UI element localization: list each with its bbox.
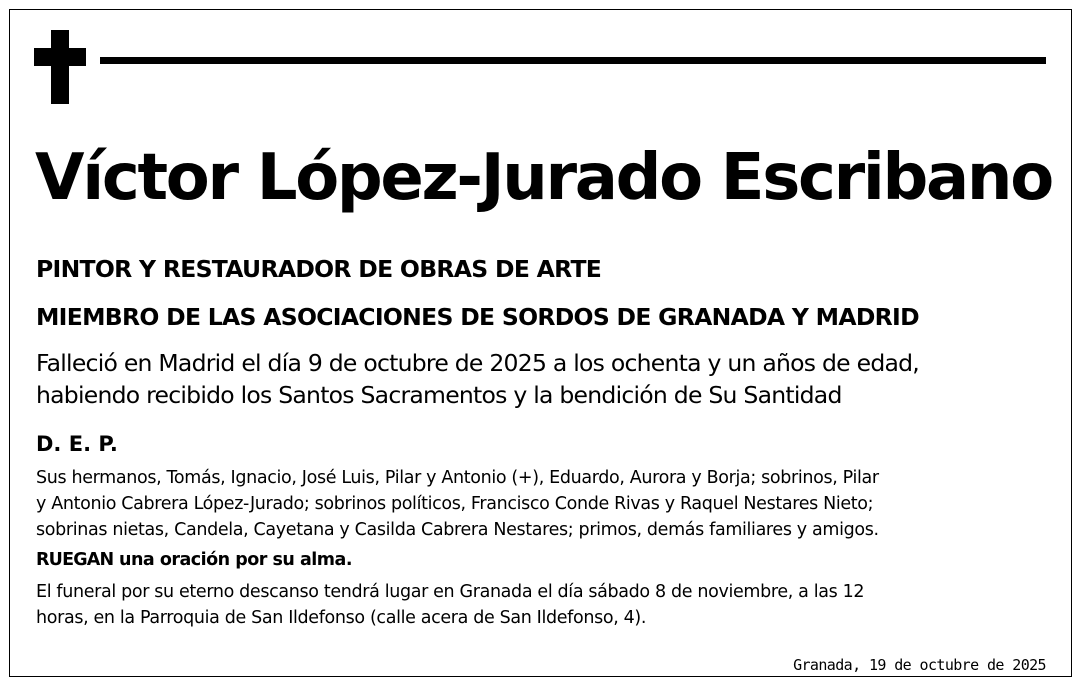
funeral-line: El funeral por su eterno descanso tendrá lugar en Granada el día sábado 8 de noviembre, a las 12 <box>36 582 865 602</box>
profession-title: PINTOR Y RESTAURADOR DE OBRAS DE ARTE <box>36 255 602 283</box>
cross-vertical-bar <box>51 30 69 104</box>
prayer-request-prefix: RUEGAN <box>36 550 114 570</box>
header-rule <box>100 57 1046 64</box>
rip-text: D. E. P. <box>36 432 118 456</box>
family-line: sobrinas nietas, Candela, Cayetana y Casilda Cabrera Nestares; primos, demás familiares y amigos. <box>36 520 879 540</box>
death-announcement-line: Falleció en Madrid el día 9 de octubre de 2025 a los ochenta y un años de edad, <box>36 349 920 377</box>
deceased-name: Víctor López-Jurado Escribano <box>35 141 1052 215</box>
place-and-date: Granada, 19 de octubre de 2025 <box>793 656 1046 674</box>
prayer-request-text: una oración por su alma. <box>113 550 352 570</box>
death-announcement-line: habiendo recibido los Santos Sacramentos y la bendición de Su Santidad <box>36 381 842 409</box>
family-line: Sus hermanos, Tomás, Ignacio, José Luis, Pilar y Antonio (+), Eduardo, Aurora y Borja; sobrinos, Pilar <box>36 468 879 488</box>
prayer-request <box>36 547 352 573</box>
family-line: y Antonio Cabrera López-Jurado; sobrinos políticos, Francisco Conde Rivas y Raquel Nestares Nieto; <box>36 494 874 514</box>
association-title: MIEMBRO DE LAS ASOCIACIONES DE SORDOS DE GRANADA Y MADRID <box>36 303 919 331</box>
obituary-frame <box>9 9 1072 677</box>
family-paragraph <box>36 465 879 543</box>
funeral-paragraph <box>36 579 864 631</box>
cross-horizontal-bar <box>34 48 86 66</box>
funeral-line: horas, en la Parroquia de San Ildefonso (calle acera de San Ildefonso, 4). <box>36 608 647 628</box>
death-announcement <box>36 347 919 411</box>
